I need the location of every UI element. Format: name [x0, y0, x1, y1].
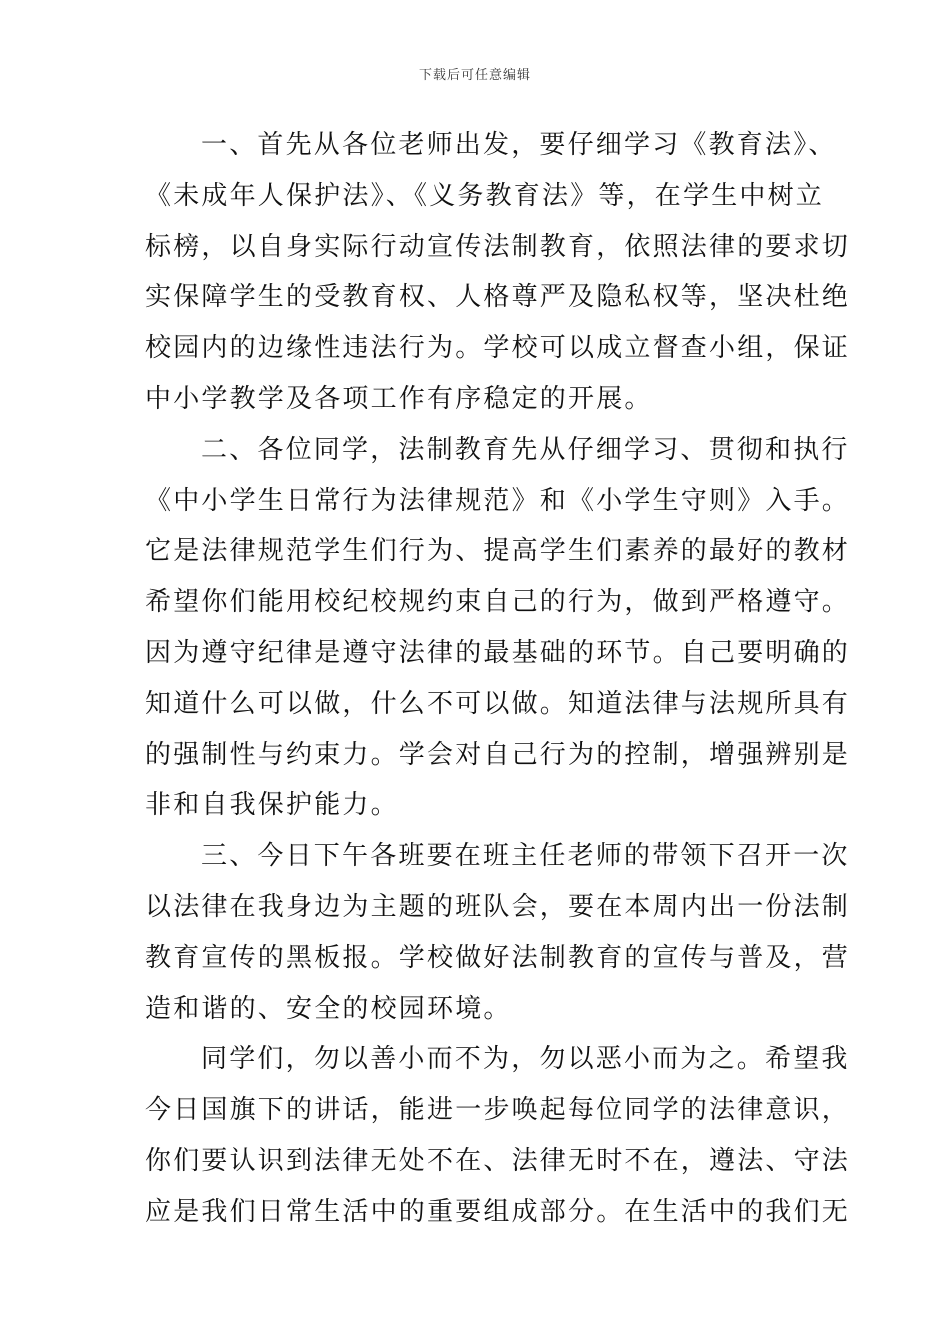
paragraph-line: 校园内的边缘性违法行为。学校可以成立督查小组，保证: [145, 333, 851, 364]
paragraph-line: 以法律在我身边为主题的班队会，要在本周内出一份法制: [145, 891, 851, 922]
paragraph-line: 《未成年人保护法》、《义务教育法》等，在学生中树立: [145, 180, 825, 211]
document-body: [145, 120, 851, 1238]
paragraph-line: 三、今日下午各班要在班主任老师的带领下召开一次: [201, 841, 850, 872]
paragraph-3: [145, 831, 851, 1034]
paragraph-1: [145, 120, 851, 425]
paragraph-line: 教育宣传的黑板报。学校做好法制教育的宣传与普及，营: [145, 942, 851, 973]
paragraph-4: [145, 1034, 851, 1237]
paragraph-line: 二、各位同学，法制教育先从仔细学习、贯彻和执行: [201, 434, 850, 465]
paragraph-line: 今日国旗下的讲话，能进一步唤起每位同学的法律意识，: [145, 1095, 851, 1126]
paragraph-line: 中小学教学及各项工作有序稳定的开展。: [145, 383, 653, 414]
paragraph-line: 因为遵守纪律是遵守法律的最基础的环节。自己要明确的: [145, 637, 851, 668]
paragraph-2: [145, 425, 851, 831]
paragraph-line: 的强制性与约束力。学会对自己行为的控制，增强辨别是: [145, 739, 851, 770]
page-header: 下载后可任意编辑: [418, 68, 531, 83]
paragraph-line: 同学们，勿以善小而不为，勿以恶小而为之。希望我: [201, 1044, 850, 1075]
paragraph-line: 知道什么可以做，什么不可以做。知道法律与法规所具有: [145, 688, 851, 719]
paragraph-line: 《中小学生日常行为法律规范》和《小学生守则》入手。: [145, 485, 851, 516]
paragraph-line: 一、首先从各位老师出发，要仔细学习《教育法》、: [201, 130, 837, 160]
paragraph-line: 你们要认识到法律无处不在、法律无时不在，遵法、守法: [145, 1145, 851, 1176]
paragraph-line: 造和谐的、安全的校园环境。: [145, 993, 512, 1024]
paragraph-line: 非和自我保护能力。: [145, 790, 399, 821]
paragraph-line: 标榜，以自身实际行动宣传法制教育，依照法律的要求切: [145, 231, 851, 262]
paragraph-line: 实保障学生的受教育权、人格尊严及隐私权等，坚决杜绝: [145, 282, 851, 313]
paragraph-line: 它是法律规范学生们行为、提高学生们素养的最好的教材: [145, 536, 851, 567]
paragraph-line: 希望你们能用校纪校规约束自己的行为，做到严格遵守。: [145, 587, 851, 618]
paragraph-line: 应是我们日常生活中的重要组成部分。在生活中的我们无: [145, 1196, 851, 1227]
